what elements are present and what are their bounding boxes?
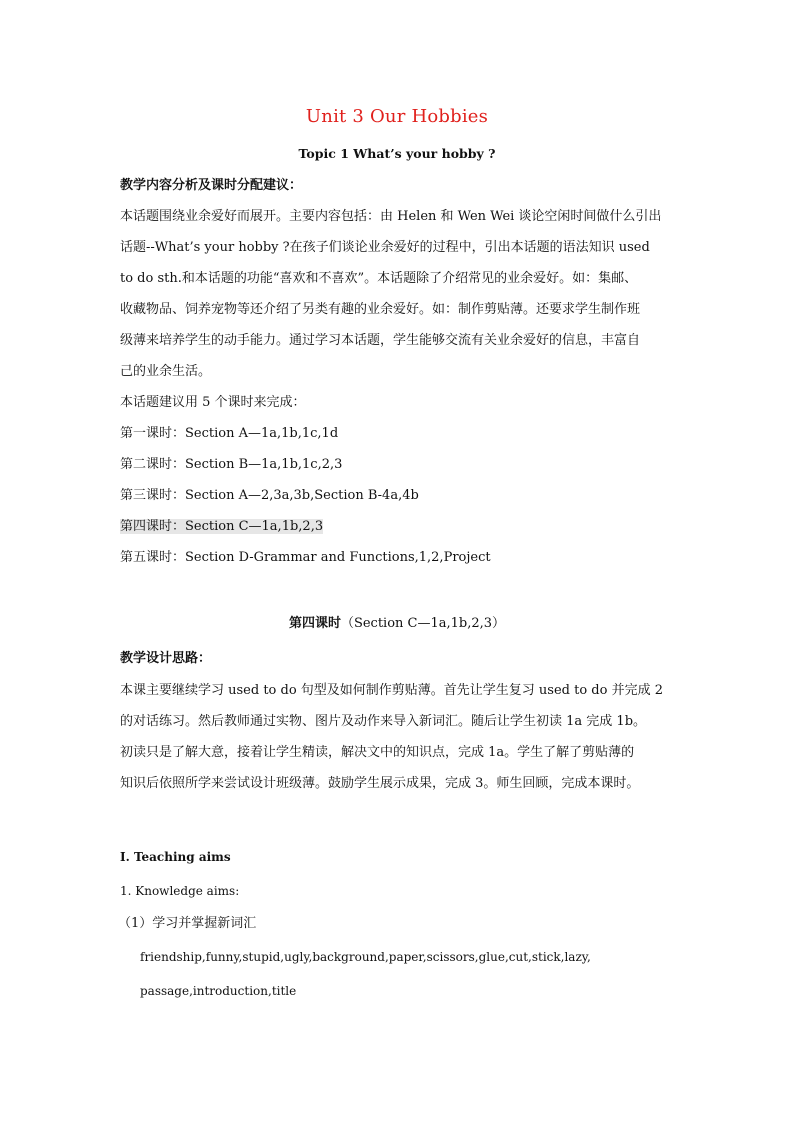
current-lesson-sections: （Section C—1a,1b,2,3） (340, 616, 506, 631)
paragraph-line: 收藏物品、饲养宠物等还介绍了另类有趣的业余爱好。如：制作剪贴薄。还要求学生制作班 (120, 302, 641, 317)
paragraph-line: 己的业余生活。 (120, 364, 212, 379)
lesson-item-highlighted (120, 517, 690, 537)
text-highlight: 第四课时：Section C—1a,1b,2,3 (120, 519, 324, 534)
paragraph-line: 级薄来培养学生的动手能力。通过学习本话题，学生能够交流有关业余爱好的信息，丰富自 (120, 333, 641, 348)
paragraph-line: 知识后依照所学来尝试设计班级薄。鼓励学生展示成果，完成 3。师生回顾，完成本课时。 (120, 776, 640, 791)
paragraph-line: 初读只是了解大意，接着让学生精读，解决文中的知识点，完成 1a。学生了解了剪贴薄的 (120, 745, 635, 760)
aims-heading: Ⅰ. Teaching aims (120, 850, 231, 864)
paragraph-line: 本话题围绕业余爱好而展开。主要内容包括：由 Helen 和 Wen Wei 谈论空闲时间做什么引出 (120, 209, 662, 224)
paragraph-line: 本课主要继续学习 used to do 句型及如何制作剪贴薄。首先让学生复习 used to do 并完成 2 (120, 683, 663, 698)
section2-heading: 教学设计思路： (120, 651, 212, 666)
lesson-intro: 本话题建议用 5 个课时来完成： (120, 395, 306, 410)
lesson-item: 第三课时：Section A—2,3a,3b,Section B-4a,4b (120, 488, 419, 503)
doc-title: Unit 3 Our Hobbies (305, 106, 489, 127)
current-lesson-heading (0, 614, 794, 634)
paragraph-line: 的对话练习。然后教师通过实物、图片及动作来导入新词汇。随后让学生初读 1a 完成 1b。 (120, 714, 647, 729)
lesson-item: 第一课时：Section A—1a,1b,1c,1d (120, 426, 339, 441)
section1-heading: 教学内容分析及课时分配建议： (120, 178, 303, 193)
current-lesson-label: 第四课时 (288, 616, 341, 631)
doc-subtitle: Topic 1 What’s your hobby ? (298, 146, 496, 161)
paragraph-line: to do sth.和本话题的功能“喜欢和不喜欢”。本话题除了介绍常见的业余爱好。如：集邮、 (120, 271, 638, 286)
knowledge-aims: 1. Knowledge aims: (120, 884, 240, 898)
vocab-line: passage,introduction,title (140, 984, 297, 998)
vocab-line: friendship,funny,stupid,ugly,background,paper,scissors,glue,cut,stick,lazy, (140, 950, 591, 964)
sub-item: （1）学习并掌握新词汇 (118, 916, 257, 931)
paragraph-line: 话题--What’s your hobby ?在孩子们谈论业余爱好的过程中，引出本话题的语法知识 used (120, 240, 650, 255)
lesson-item: 第五课时：Section D-Grammar and Functions,1,2,Project (120, 550, 491, 565)
lesson-item: 第二课时：Section B—1a,1b,1c,2,3 (120, 457, 343, 472)
